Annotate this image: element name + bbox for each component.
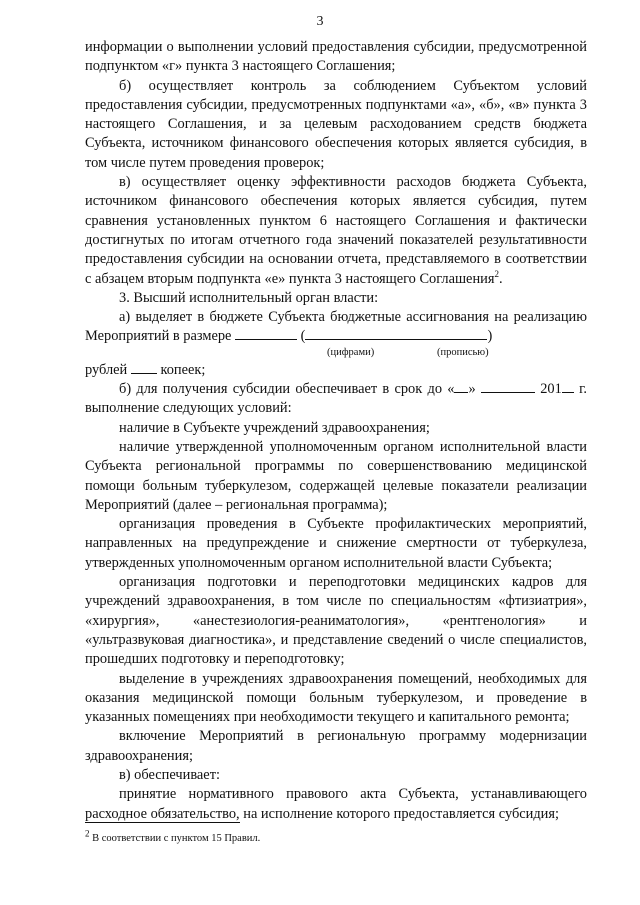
caption-words: (прописью) (437, 346, 489, 358)
paragraph-rub (85, 361, 587, 380)
kop-text: копеек; (160, 361, 206, 378)
year-prefix: 201 (540, 381, 562, 398)
paragraph: б) осуществляет контроль за соблюдением Субъектом условий предоставления субсидии, предусмотренных подпунктами «а», «б», «в» пункта 3 настоящего Соглашения, и за целевым расходованием средств бюджета Субъекта, источником финансового обеспечения которых является субсидия, в том числе путем проведения проверок; (85, 77, 587, 171)
paragraph-text: в) осуществляет оценку эффективности расходов бюджета Субъекта, источником финансового обеспечения которых является субсидия, путем сравнения установленных пунктом 6 настоящего Соглашения и фактически достигнутых по итогам отчетного года значений показателей результативности предоставления субсидии на основании отчета, представляемого в соответствии с абзацем вторым подпункта «е» пункта 3 настоящего Соглашения (85, 174, 587, 287)
paragraph: наличие в Субъекте учреждений здравоохранения; (119, 419, 430, 436)
amount-digits-blank (235, 327, 297, 340)
paragraph: в) обеспечивает: (119, 766, 220, 783)
deadline-end: г. выполнение следующих условий: (85, 381, 587, 417)
paragraph-amount (85, 308, 587, 347)
footnote-text: В соответствии с пунктом 15 Правил. (92, 833, 261, 844)
rub-text: рублей (85, 361, 128, 378)
paragraph: принятие нормативного правового акта Субъекта, устанавливающего расходное обязательство, на исполнение которого предоставляется субсидия; (85, 786, 587, 822)
document-body (85, 38, 587, 824)
kop-blank (131, 361, 157, 374)
paragraph: организация подготовки и переподготовки медицинских кадров для учреждений здравоохранения, в том числе по специальностям «фтизиатрия», «хирургия», «анестезиология-реаниматология», «рентгенология» и «ультразвуковая диагностика», и представление сведений о числе специалистов, прошедших подготовку и переподготовку; (85, 574, 587, 668)
paragraph: наличие утвержденной уполномоченным органом исполнительной власти Субъекта региональной программы по совершенствованию медицинской помощи больным туберкулезом, содержащей целевые показатели реализации Мероприятий (далее – региональная программа); (85, 438, 587, 513)
month-blank (481, 380, 535, 393)
footnote-mark: 2 (85, 828, 90, 839)
deadline-text: б) для получения субсидии обеспечивает в срок до « (119, 381, 455, 398)
paragraph (85, 173, 587, 289)
amount-words-blank (305, 327, 487, 340)
quote-close: » (468, 381, 476, 398)
paragraph: выделение в учреждениях здравоохранения помещений, необходимых для оказания медицинской помощи больным туберкулезом, и проведение в указанных помещениях при необходимости текущего и капитального ремонта; (85, 670, 587, 726)
paragraph: организация проведения в Субъекте профилактических мероприятий, направленных на предупреждение и снижение смертности от туберкулеза, утвержденных уполномоченным органом исполнительной власти Субъекта; (85, 516, 587, 571)
year-blank (562, 380, 574, 393)
paren-close: ) (487, 328, 493, 345)
blank-captions (85, 347, 587, 361)
day-blank (454, 380, 468, 393)
footnote-divider (85, 822, 240, 823)
paragraph: включение Мероприятий в региональную программу модернизации здравоохранения; (85, 728, 587, 764)
footnote (85, 828, 587, 845)
paragraph-end: . (498, 270, 503, 287)
paragraph: информации о выполнении условий предоставления субсидии, предусмотренной подпунктом «г» пункта 3 настоящего Соглашения; (85, 39, 587, 75)
paragraph-deadline (85, 380, 587, 419)
footnote-ref: 2 (494, 268, 499, 279)
section-heading: 3. Высший исполнительный орган власти: (119, 289, 379, 306)
paren-open: ( (300, 328, 306, 345)
amount-text: а) выделяет в бюджете Субъекта бюджетные ассигнования на реализацию Мероприятий в размере (85, 309, 587, 345)
page-number: 3 (316, 14, 324, 29)
caption-digits: (цифрами) (327, 346, 375, 358)
